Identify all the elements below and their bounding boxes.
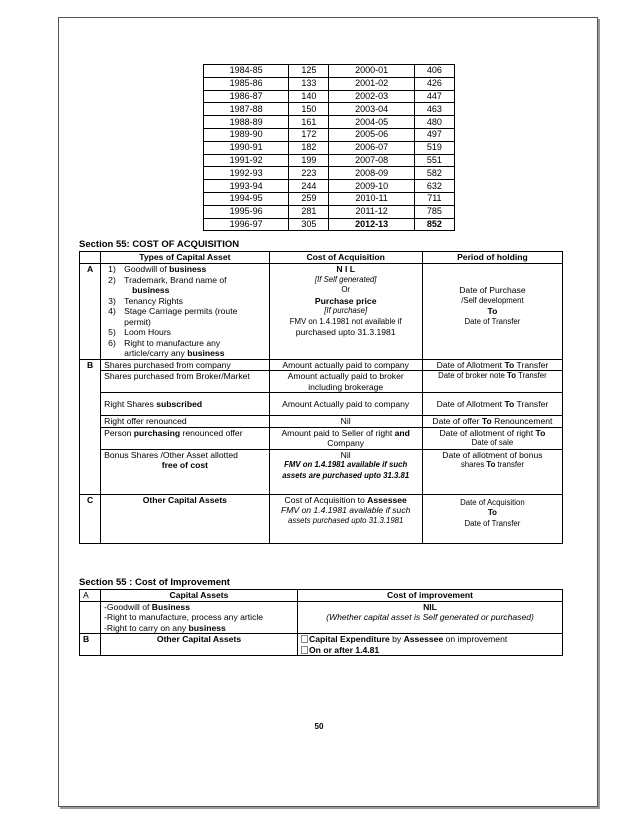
period-cell	[422, 264, 562, 360]
table-cell: 1993-94	[204, 180, 289, 193]
table-cell: 2002-03	[329, 90, 414, 103]
list-item: 3) Tenancy Rights	[108, 295, 183, 306]
table-cell: 199	[289, 154, 329, 167]
table-cell: 426	[414, 77, 454, 90]
table-cell: 852	[414, 218, 454, 231]
table-row	[80, 427, 563, 449]
asset-cell: Bonus Shares /Other Asset allotted free of cost	[101, 449, 269, 494]
list-item: 4) Stage Carriage permits (route	[108, 306, 238, 316]
period-cell: Date of allotment of right To Date of sale	[422, 427, 562, 449]
section-title-cost-of-acquisition: Section 55: COST OF ACQUISITION	[79, 239, 240, 250]
table-cell: 2004-05	[329, 116, 414, 129]
section-title-cost-of-improvement: Section 55 : Cost of Improvement	[79, 577, 230, 588]
asset-list	[104, 264, 265, 359]
table-cell: 2005-06	[329, 128, 414, 141]
table-row	[204, 167, 455, 180]
list-item: 2) Trademark, Brand name of	[108, 274, 227, 285]
cost-cell: Capital Expenditure by Assessee on improvement On or after 1.4.81	[298, 634, 563, 656]
list-item: permit)	[124, 316, 151, 327]
table-row	[80, 393, 563, 416]
table-cell: 497	[414, 128, 454, 141]
table-row	[80, 264, 563, 360]
table-cell: 582	[414, 167, 454, 180]
table-row	[204, 77, 455, 90]
header-label-cell	[80, 252, 101, 264]
cost-fmv: FMV on 1.4.1981 not available if	[289, 316, 402, 326]
asset-cell: Person purchasing renounced offer	[101, 427, 269, 449]
cost-or: Or	[341, 285, 351, 294]
table-cell: 406	[414, 65, 454, 78]
table-cell: 480	[414, 116, 454, 129]
table-row	[204, 128, 455, 141]
table-row	[204, 154, 455, 167]
row-label: C	[80, 494, 101, 543]
cost-fmv-2: purchased upto 31.3.1981	[295, 327, 396, 337]
table-cell: 519	[414, 141, 454, 154]
period-cell: Date of Allotment To Transfer	[422, 359, 562, 371]
table-header-row	[80, 590, 563, 602]
asset-cell: Shares purchased from company	[101, 359, 269, 371]
header-cost: Cost of Acquisition	[269, 252, 422, 264]
period-cell: Date of allotment of bonus shares To transfer	[422, 449, 562, 494]
table-cell: 2011-12	[329, 205, 414, 218]
table-cell: 1991-92	[204, 154, 289, 167]
table-row	[204, 218, 455, 231]
table-cell: 447	[414, 90, 454, 103]
table-row	[204, 141, 455, 154]
table-cell: 1990-91	[204, 141, 289, 154]
cost-self: [If Self generated]	[314, 274, 377, 284]
table-row	[204, 205, 455, 218]
asset-cell: Right offer renounced	[101, 416, 269, 428]
table-cell: 305	[289, 218, 329, 231]
table-cell: 172	[289, 128, 329, 141]
table-cell: 133	[289, 77, 329, 90]
period-1: Date of Purchase	[459, 285, 526, 295]
asset-list-cell	[101, 264, 269, 360]
table-row	[80, 359, 563, 371]
table-row	[80, 416, 563, 428]
table-row	[204, 180, 455, 193]
table-cell: 711	[414, 192, 454, 205]
header-improvement: Cost of improvement	[298, 590, 563, 602]
table-cell: 1992-93	[204, 167, 289, 180]
bullet-box-icon	[301, 635, 308, 643]
cost-cell: Amount Actually paid to company	[269, 393, 422, 416]
table-cell: 2008-09	[329, 167, 414, 180]
table-cell: 1984-85	[204, 65, 289, 78]
table-cell: 1996-97	[204, 218, 289, 231]
cost-cell: Cost of Acquisition to Assessee FMV on 1.4.1981 available if such assets purchased upto 31.3.1981	[269, 494, 422, 543]
table-cell: 281	[289, 205, 329, 218]
header-period: Period of holding	[422, 252, 562, 264]
table-row	[80, 601, 563, 634]
cost-cell: Amount paid to Seller of right and Company	[269, 427, 422, 449]
cost-of-improvement-table	[79, 589, 563, 656]
cost-cell	[269, 264, 422, 360]
table-cell: 2010-11	[329, 192, 414, 205]
period-cell: Date of Allotment To Transfer	[422, 393, 562, 416]
table-cell: 785	[414, 205, 454, 218]
asset-cell: Other Capital Assets	[101, 494, 269, 543]
table-cell: 463	[414, 103, 454, 116]
cost-of-acquisition-table	[79, 251, 563, 544]
table-cell: 2000-01	[329, 65, 414, 78]
cost-cell: Amount actually paid to broker including brokerage	[269, 371, 422, 393]
table-cell: 1987-88	[204, 103, 289, 116]
table-cell: 1995-96	[204, 205, 289, 218]
table-row	[204, 65, 455, 78]
table-cell: 223	[289, 167, 329, 180]
asset-cell: Other Capital Assets	[101, 634, 298, 656]
row-label	[80, 601, 101, 634]
list-item: 1) Goodwill of business	[108, 264, 207, 274]
period-cell: Date of Acquisition To Date of Transfer	[422, 494, 562, 543]
table-cell: 632	[414, 180, 454, 193]
table-header-row	[80, 252, 563, 264]
list-item: 5) Loom Hours	[108, 327, 171, 337]
table-cell: 2003-04	[329, 103, 414, 116]
period-2: /Self development	[461, 295, 524, 305]
table-cell: 140	[289, 90, 329, 103]
period-cell: Date of broker note To Transfer	[422, 371, 562, 393]
table-cell: 161	[289, 116, 329, 129]
period-cell: Date of offer To Renouncement	[422, 416, 562, 428]
table-row	[204, 103, 455, 116]
table-cell: 2012-13	[329, 218, 414, 231]
table-cell: 2007-08	[329, 154, 414, 167]
table-cell: 1994-95	[204, 192, 289, 205]
table-row	[204, 192, 455, 205]
table-cell: 244	[289, 180, 329, 193]
table-cell: 1985-86	[204, 77, 289, 90]
table-row	[80, 371, 563, 393]
table-cell: 259	[289, 192, 329, 205]
table-row	[80, 449, 563, 494]
list-item: 6) Right to manufacture any	[108, 337, 221, 348]
cost-if-purchase: [If purchase]	[324, 306, 368, 315]
table-cell: 2006-07	[329, 141, 414, 154]
cost-purchase-price: Purchase price	[314, 295, 377, 306]
table-cell: 1989-90	[204, 128, 289, 141]
cost-cell: Amount actually paid to company	[269, 359, 422, 371]
table-cell: 551	[414, 154, 454, 167]
table-row	[204, 90, 455, 103]
cost-inflation-index-table	[203, 64, 455, 231]
cost-cell: NIL (Whether capital asset is Self generated or purchased)	[298, 601, 563, 634]
table-cell: 125	[289, 65, 329, 78]
asset-cell: -Goodwill of Business -Right to manufacture, process any article -Right to carry on any business	[101, 601, 298, 634]
cost-cell: Nil FMV on 1.4.1981 available if such assets are purchased upto 31.3.81	[269, 449, 422, 494]
row-label: B	[80, 359, 101, 494]
cost-cell: Nil	[269, 416, 422, 428]
period-4: Date of Transfer	[464, 316, 521, 326]
table-cell: 2001-02	[329, 77, 414, 90]
header-types: Types of Capital Asset	[101, 252, 269, 264]
cost-nil: N I L	[336, 264, 355, 274]
table-cell: 1986-87	[204, 90, 289, 103]
table-row	[80, 494, 563, 543]
table-row	[204, 116, 455, 129]
asset-cell: Shares purchased from Broker/Market	[101, 371, 269, 393]
table-cell: 2009-10	[329, 180, 414, 193]
page-number: 50	[314, 722, 324, 731]
table-cell: 182	[289, 141, 329, 154]
list-item: business	[132, 285, 170, 295]
header-assets: Capital Assets	[101, 590, 298, 602]
asset-cell: Right Shares subscribed	[101, 393, 269, 416]
period-to: To	[487, 306, 498, 316]
table-cell: 1988-89	[204, 116, 289, 129]
row-label: B	[80, 634, 101, 656]
header-label: A	[80, 590, 101, 602]
row-label: A	[80, 264, 101, 360]
table-row	[80, 634, 563, 656]
table-cell: 150	[289, 103, 329, 116]
bullet-box-icon	[301, 646, 308, 654]
list-item: article/carry any business	[124, 348, 225, 358]
